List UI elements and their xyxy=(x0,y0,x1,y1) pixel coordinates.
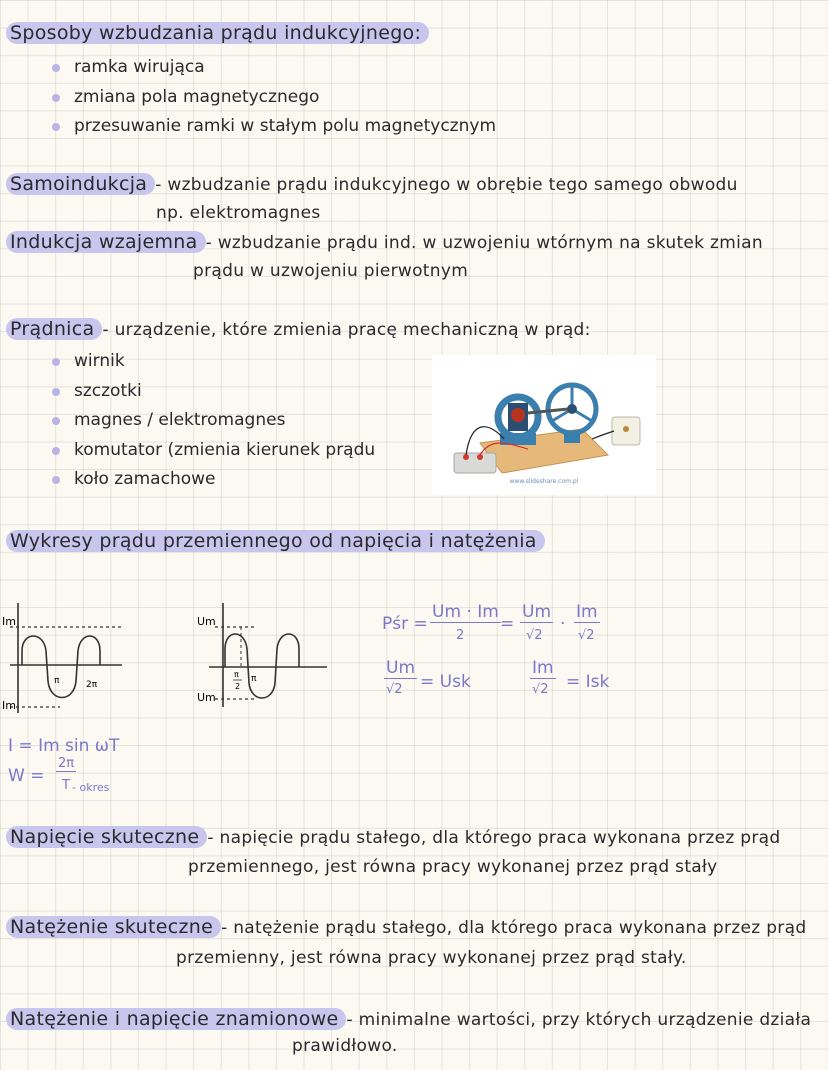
list-item: przesuwanie ramki w stałym polu magnetycznym xyxy=(48,112,496,142)
list-item: zmiana pola magnetycznego xyxy=(48,83,496,113)
axis-label-bottom: Um xyxy=(197,691,216,704)
list-item: magnes / elektromagnes xyxy=(48,406,375,436)
omega-denominator: T xyxy=(62,778,70,793)
pradnica-term: Prądnica xyxy=(6,318,102,340)
axis-label-bottom: Im xyxy=(2,699,16,712)
omega-note: - okres xyxy=(72,781,110,794)
indukcja-wzajemna-term: Indukcja wzajemna xyxy=(6,231,206,253)
section-heading-ac-graphs: Wykresy prądu przemiennego od napięcia i natężenia xyxy=(6,530,545,552)
voltage-sine-graph xyxy=(195,595,335,710)
samoindukcja-definition: Samoindukcja - wzbudzanie prądu indukcyjnego w obrębie tego samego obwodu xyxy=(6,173,738,195)
napiecie-skuteczne-line2: przemiennego, jest równa pracy wykonanej przez prąd stały xyxy=(188,857,718,877)
section-heading-induction-methods: Sposoby wzbudzania prądu indukcyjnego: xyxy=(6,22,429,44)
tick-label-pi: π xyxy=(251,674,257,684)
omega-numerator: 2π xyxy=(58,756,75,771)
tick-label-pi: π xyxy=(54,676,60,686)
generator-illustration xyxy=(432,355,656,495)
generator-photo xyxy=(432,355,656,495)
znamionowe-line2: prawidłowo. xyxy=(292,1036,398,1056)
znamionowe-definition: Natężenie i napięcie znamionowe - minimalne wartości, przy których urządzenie działa xyxy=(6,1008,811,1030)
tick-label-2pi: 2π xyxy=(86,680,98,690)
omega-formula: W = 2π T - okres xyxy=(8,756,110,794)
samoindukcja-term: Samoindukcja xyxy=(6,173,155,195)
napiecie-skuteczne-definition: Napięcie skuteczne - napięcie prądu stałego, dla którego praca wykonana przez prąd xyxy=(6,826,780,848)
natezenie-skuteczne-definition: Natężenie skuteczne - natężenie prądu stałego, dla którego praca wykonana przez prąd xyxy=(6,916,806,938)
list-item: koło zamachowe xyxy=(48,465,375,495)
photo-caption: www.slideshare.com.pl xyxy=(509,478,579,485)
current-sine-graph xyxy=(0,595,140,715)
znamionowe-term: Natężenie i napięcie znamionowe xyxy=(6,1008,346,1030)
induction-methods-list xyxy=(48,53,496,142)
natezenie-skuteczne-term: Natężenie skuteczne xyxy=(6,916,221,938)
indukcja-wzajemna-definition: Indukcja wzajemna - wzbudzanie prądu ind. w uzwojeniu wtórnym na skutek zmian xyxy=(6,231,763,253)
isk-formula: Im √2 = Isk xyxy=(532,658,610,697)
list-item: szczotki xyxy=(48,377,375,407)
list-item: wirnik xyxy=(48,347,375,377)
axis-label-top: Um xyxy=(197,615,216,628)
generator-parts-list xyxy=(48,347,375,495)
samoindukcja-example: np. elektromagnes xyxy=(156,203,321,223)
list-item: ramka wirująca xyxy=(48,53,496,83)
tick-label-half-pi-num: π xyxy=(234,670,239,679)
list-item: komutator (zmienia kierunek prądu xyxy=(48,436,375,466)
power-avg-formula: Pśr = Um · Im 2 = Um √2 · Im √2 xyxy=(382,602,598,643)
axis-label-top: Im xyxy=(2,615,16,628)
tick-label-half-pi-den: 2 xyxy=(235,682,241,691)
indukcja-wzajemna-line2: prądu w uzwojeniu pierwotnym xyxy=(193,261,469,281)
pradnica-definition: Prądnica - urządzenie, które zmienia pracę mechaniczną w prąd: xyxy=(6,318,591,340)
napiecie-skuteczne-term: Napięcie skuteczne xyxy=(6,826,207,848)
current-formula: I = Im sin ωT xyxy=(8,736,120,756)
usk-formula: Um √2 = Usk xyxy=(386,658,471,697)
natezenie-skuteczne-line2: przemienny, jest równa pracy wykonanej przez prąd stały. xyxy=(176,948,687,968)
